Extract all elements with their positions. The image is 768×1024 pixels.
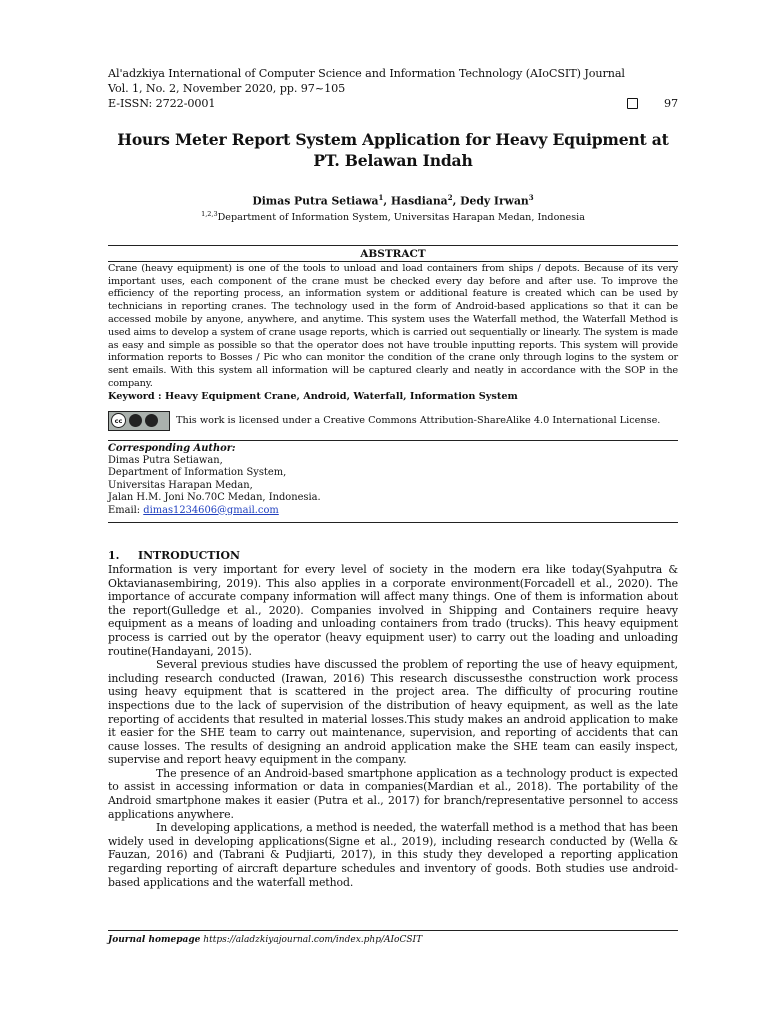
section-number: 1. [108,548,120,562]
affiliation-sup: 1,2,3 [201,209,218,218]
paragraph-3: The presence of an Android-based smartphone application as a technology product is expected to assist in accessing information or data in companies(Mardian et al., 2018). The portability of the Android smartphone makes it easier (Putra et al., 2017) for branch/representative personnel to access applications anywhere. [108,766,678,821]
sa-icon [145,414,158,427]
divider [108,440,678,441]
corresponding-email-row [108,505,678,517]
author-list [108,191,678,208]
running-header [108,66,678,111]
author-3-sup: 3 [528,193,534,202]
abstract-heading: ABSTRACT [108,245,678,262]
paragraph-1: Information is very important for every level of society in the modern era like today(Syahputra & Oktavianasembiring, 2019). This also applies in a corporate environment(Forcadell et al., 2020). The importance of accurate company information will affect many things. One of them is information about the report(Gulledge et al., 2020). Companies involved in Shipping and Containers require heavy equipment as a means of loading and unloading containers from trado (trucks). This heavy equipment process is carried out by the operator (heavy equipment user) to carry out the loading and unloading routine(Handayani, 2015). [108,562,678,658]
abstract-text: Crane (heavy equipment) is one of the tools to unload and load containers from ships / depots. Because of its very important uses, each component of the crane must be checked every day before and after use. To improve the efficiency of the reporting process, an information system or additional feature is created which can be used by technicians in reporting cranes. The technology used in the form of Android-based applications so that it can be accessed mobile by anyone, anywhere, and anytime. This system uses the Waterfall method, the Waterfall Method is used aims to develop a system of crane usage reports, which is carried out sequentially or linearly. The system is made as easy and simple as possible so that the operator does not have trouble inputting reports. This system will provide information reports to Bosses / Pic who can monitor the condition of the crane only through logins to the system or sent emails. With this system all information will be captured clearly and neatly in accordance with the SOP in the company. [108,262,678,389]
corresponding-heading: Corresponding Author: [108,442,236,454]
section-heading-introduction [108,549,678,563]
corresponding-address: Jalan H.M. Joni No.70C Medan, Indonesia. [108,492,321,504]
keywords: Keyword : Heavy Equipment Crane, Android, Waterfall, Information System [108,390,518,402]
paper-page [108,66,678,889]
page-number: 97 [663,97,678,110]
paragraph-4: In developing applications, a method is needed, the waterfall method is a method that has been widely used in developing applications(Signe et al., 2019), including research conducted by (Wella & Fauzan, 2016) and (Tabrani & Pudjiarti, 2017), in this study they developed a reporting application regarding reporting of aircraft departure schedules and inventory of goods. Both studies use android-based applications and the waterfall method. [108,821,678,889]
paragraph-2: Several previous studies have discussed the problem of reporting the use of heavy equipment, including research conducted (Irawan, 2016) This research discussesthe construction work process using heavy equipment that is scattered in the project area. The difficulty of procuring routine inspections due to the lack of supervision of the distribution of heavy equipment, as well as the late reporting of accidents that resulted in material losses.This study makes an android application to make it easier for the SHE team to carry out maintenance, supervision, and reporting of accidents that can cause losses. The results of designing an android application make the SHE team can easily inspect, supervise and report heavy equipment in the company. [108,658,678,767]
footer [108,934,422,946]
author-separator: , [383,194,391,208]
footer-divider [108,930,678,931]
license-text: This work is licensed under a Creative Commons Attribution-ShareAlike 4.0 International License. [176,414,661,426]
introduction-body [108,563,678,889]
journal-name: Al'adzkiya International of Computer Science and Information Technology (AIoCSIT) Journal [108,67,625,80]
author-1: Dimas Putra Setiawa [252,194,379,208]
author-3: Dedy Irwan [460,194,529,208]
author-separator: , [452,194,461,208]
footer-url[interactable]: https://aladzkiyajournal.com/index.php/AIoCSIT [203,935,423,945]
cc-by-sa-badge[interactable] [108,411,170,431]
author-2: Hasdiana [390,194,448,208]
email-link[interactable]: dimas1234606@gmail.com [143,504,279,516]
author-2-sup: 2 [447,193,453,202]
divider [108,522,678,523]
affiliation [108,208,678,224]
volume-info: Vol. 1, No. 2, November 2020, pp. 97~105 [108,82,346,95]
square-icon [627,98,638,109]
corresponding-dept: Department of Information System, [108,467,287,479]
author-1-sup: 1 [378,193,384,202]
by-icon [129,414,142,427]
issn: E-ISSN: 2722-0001 [108,97,216,110]
footer-label: Journal homepage [108,935,201,945]
corresponding-name: Dimas Putra Setiawan, [108,454,223,466]
license-block [108,411,678,431]
corresponding-author [108,443,678,517]
corresponding-univ: Universitas Harapan Medan, [108,479,253,491]
section-title: INTRODUCTION [138,548,240,562]
affiliation-text: Department of Information System, Universitas Harapan Medan, Indonesia [217,211,585,223]
email-label: Email: [108,504,144,516]
paper-title: Hours Meter Report System Application for Heavy Equipment at PT. Belawan Indah [117,130,669,170]
cc-icon: cc [111,413,126,428]
